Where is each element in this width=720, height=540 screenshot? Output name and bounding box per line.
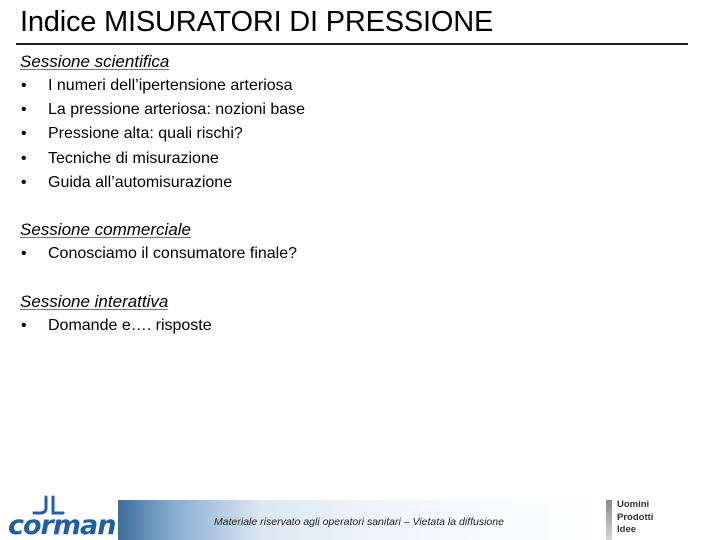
brand-line: Prodotti — [617, 511, 654, 523]
section-heading: Sessione commerciale — [20, 220, 192, 239]
list-item: • I numeri dell’ipertensione arteriosa — [20, 74, 305, 98]
corman-logo — [6, 494, 118, 540]
section-interactive — [20, 290, 212, 338]
bullet-list — [20, 242, 297, 266]
list-item: • Tecniche di misurazione — [20, 147, 305, 171]
brand-tagline — [617, 499, 653, 537]
section-scientific — [20, 50, 305, 195]
list-item: • Pressione alta: quali rischi? — [20, 122, 305, 146]
title-divider — [16, 43, 688, 45]
page-title: Indice MISURATORI DI PRESSIONE — [20, 6, 494, 38]
bullet-list — [20, 74, 305, 195]
list-item: • Conosciamo il consumatore finale? — [20, 242, 297, 266]
logo-wordmark: corman — [8, 510, 116, 540]
list-item: • Domande e…. risposte — [20, 314, 212, 338]
bullet-list — [20, 314, 212, 338]
section-heading: Sessione interattiva — [20, 292, 169, 311]
brand-line: Idee — [617, 524, 637, 535]
brand-line: Uomini — [617, 499, 650, 510]
footer-disclaimer: Materiale riservato agli operatori sanitari – Vietata la diffusione — [214, 516, 504, 528]
list-item: • Guida all’automisurazione — [20, 171, 305, 195]
brand-badge-bar — [606, 500, 612, 540]
section-heading: Sessione scientifica — [20, 52, 170, 71]
section-commercial — [20, 218, 297, 266]
list-item: • La pressione arteriosa: nozioni base — [20, 98, 305, 122]
